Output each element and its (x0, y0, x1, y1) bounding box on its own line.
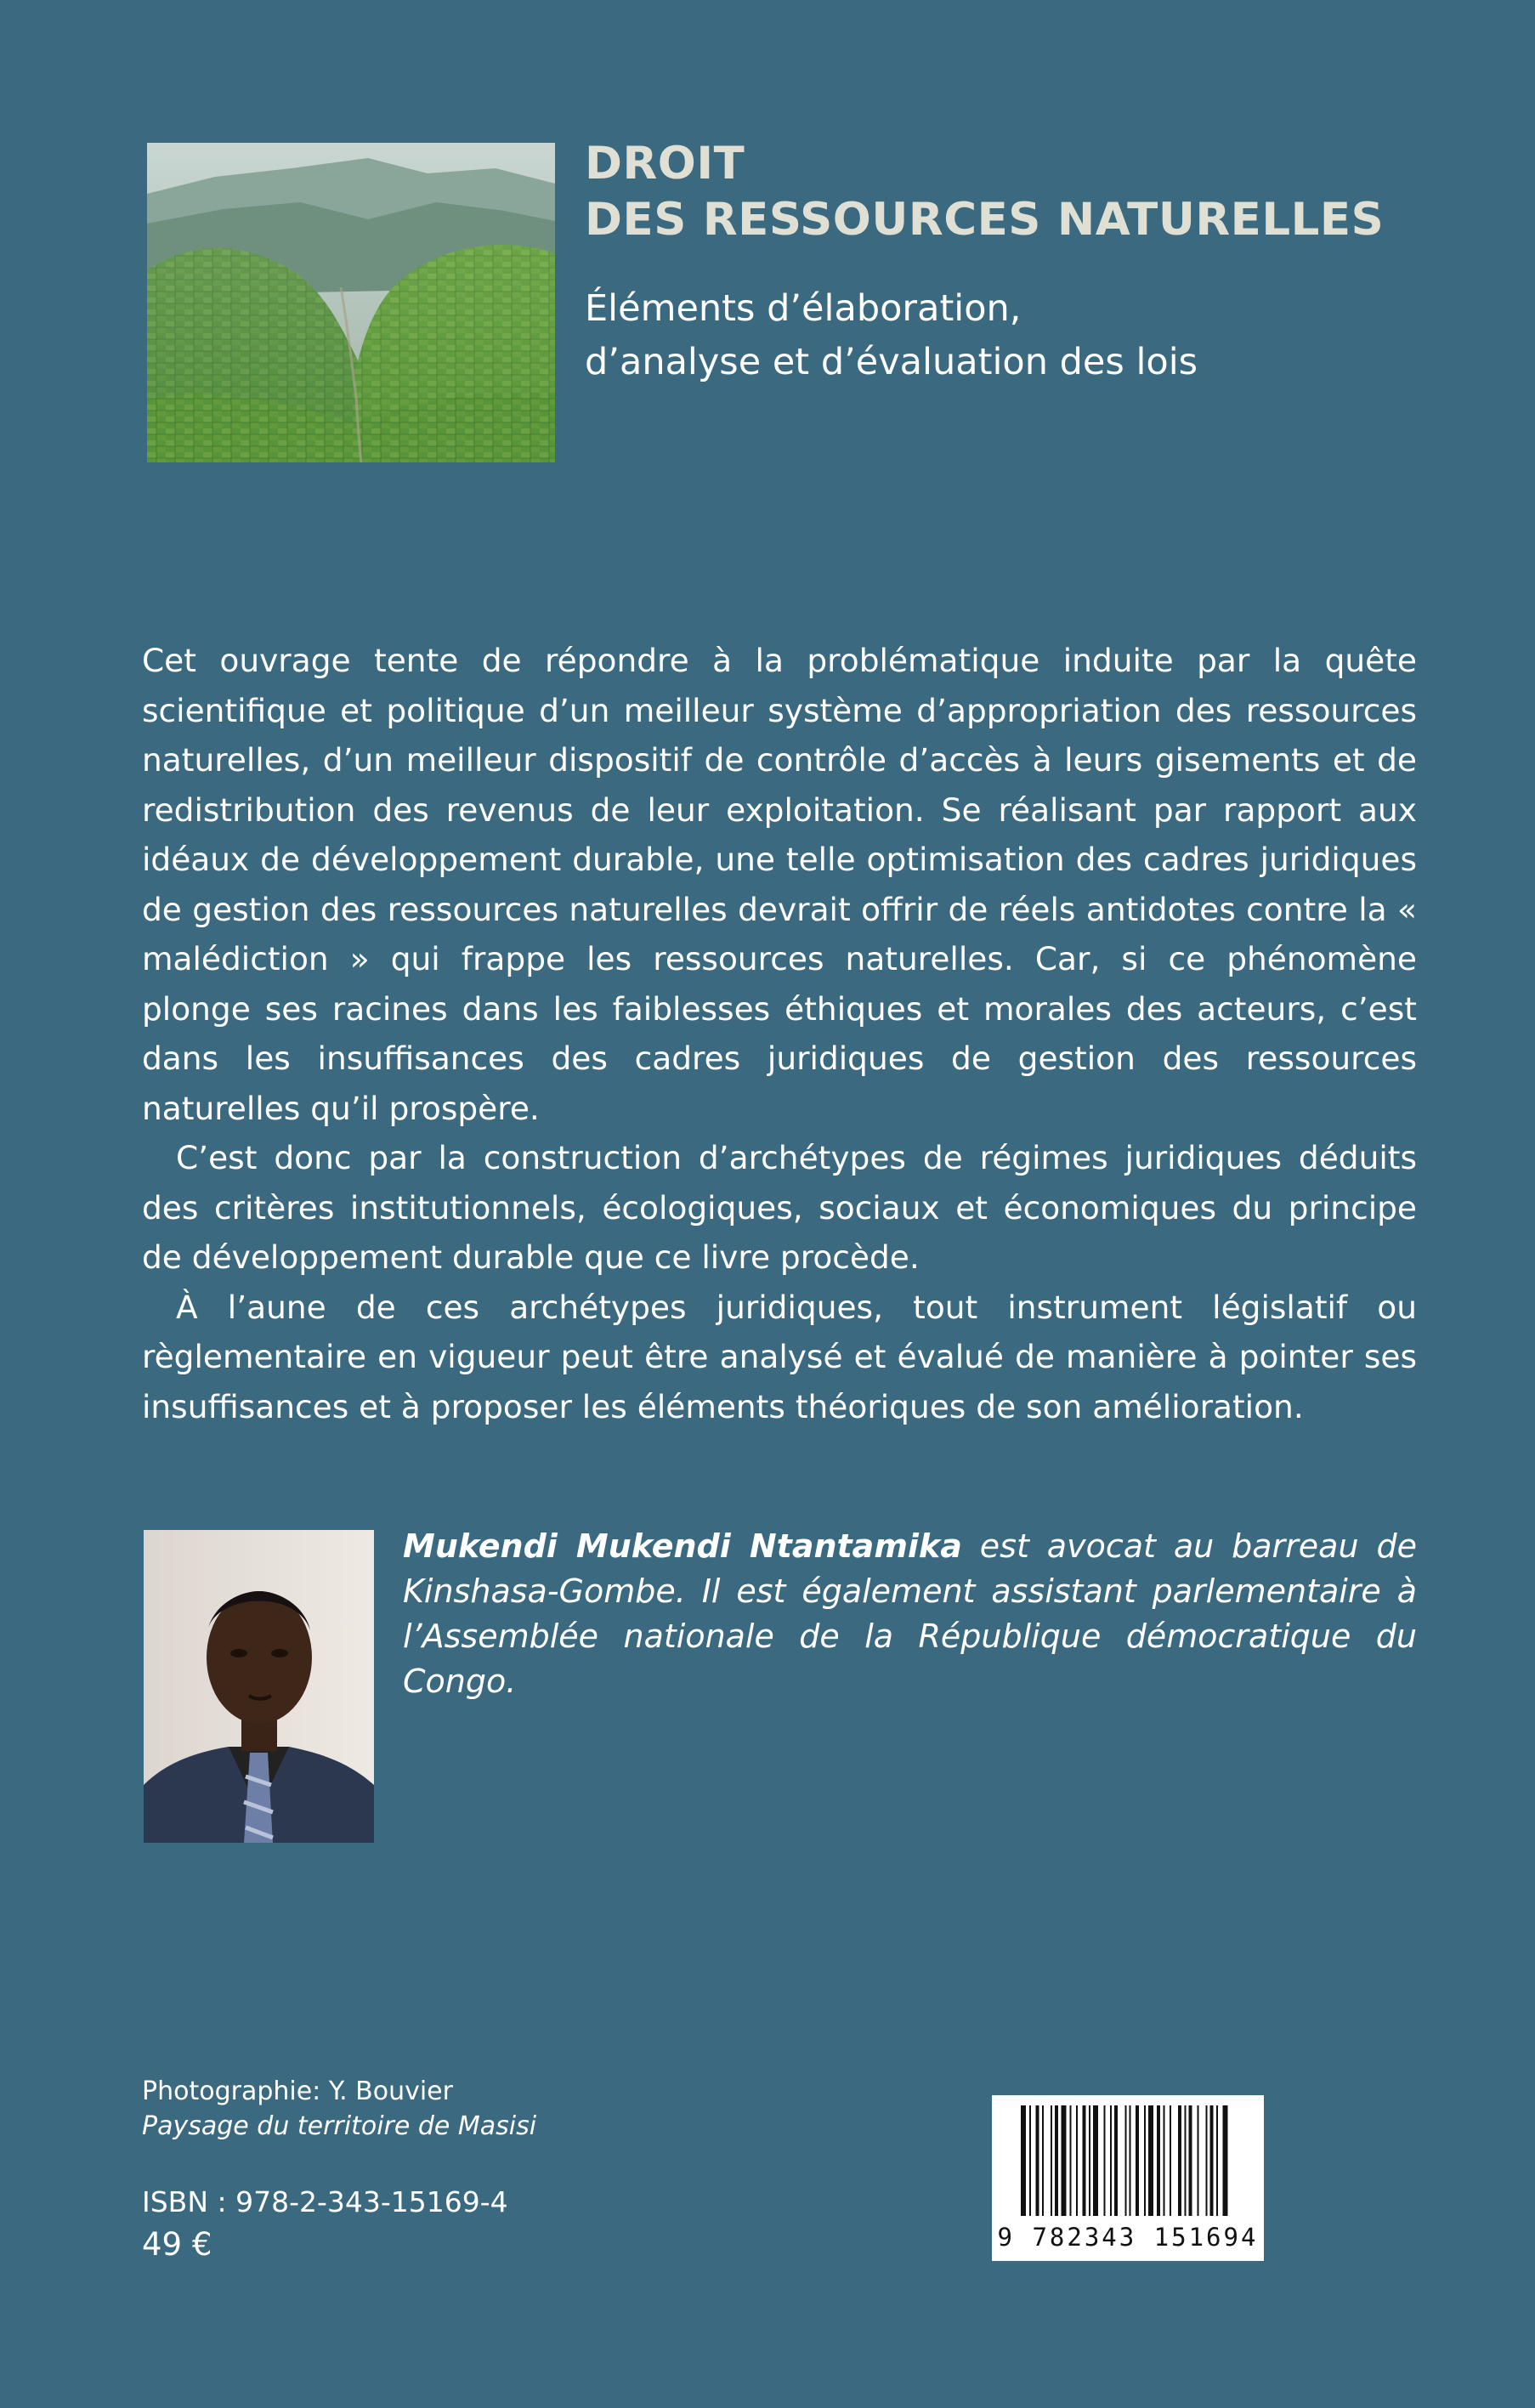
barcode-bar (1189, 2105, 1192, 2216)
barcode-bar (1148, 2105, 1153, 2216)
barcode-bar (1083, 2105, 1086, 2216)
author-portrait (144, 1530, 374, 1843)
barcode-bar (1055, 2105, 1058, 2216)
barcode-bar (1021, 2105, 1026, 2216)
barcode-bar (1125, 2105, 1127, 2216)
barcode-bar (1036, 2105, 1039, 2216)
photo-credit (142, 2074, 822, 2144)
barcode-bar (1076, 2105, 1078, 2216)
photo-credit-line: Photographie: Y. Bouvier (142, 2077, 453, 2106)
barcode (992, 2095, 1264, 2261)
summary-paragraph-3: À l’aune de ces archétypes juridiques, tout instrument législatif ou règlementaire en vigueur peut être analysé et évalué de manière à pointer ses insuffisances et à proposer les éléments théoriques de son amélioration. (142, 1288, 1417, 1425)
price: 49 € (142, 2226, 212, 2263)
barcode-bar (1178, 2105, 1181, 2216)
barcode-bar (1157, 2105, 1160, 2216)
book-subtitle (585, 282, 1452, 389)
barcode-bar (1198, 2105, 1199, 2216)
book-subtitle-line-2: d’analyse et d’évaluation des lois (585, 341, 1198, 383)
author-bio-text: est avocat au barreau de Kinshasa-Gombe. Il est également assistant parlementaire à l’Assemblée nationale de la République démocratique du Congo. (403, 1527, 1417, 1700)
barcode-bars (992, 2095, 1264, 2223)
author-bio (403, 1524, 1417, 1704)
title-block (585, 136, 1452, 389)
barcode-bar (1223, 2105, 1228, 2216)
barcode-bar (1093, 2105, 1098, 2216)
photo-caption: Paysage du territoire de Masisi (142, 2111, 537, 2141)
landscape-illustration (147, 143, 555, 462)
book-title-line-1: DROIT (585, 138, 745, 190)
author-name: Mukendi Mukendi Ntantamika (403, 1527, 962, 1565)
barcode-bar (1070, 2105, 1072, 2216)
barcode-bar (1206, 2105, 1208, 2216)
barcode-bar (1062, 2105, 1067, 2216)
barcode-bar (1114, 2105, 1118, 2216)
author-portrait-illustration (144, 1530, 374, 1843)
barcode-bar (1104, 2105, 1106, 2216)
barcode-bar (1042, 2105, 1044, 2216)
barcode-bar (1136, 2105, 1139, 2216)
barcode-bar (1216, 2105, 1218, 2216)
barcode-bar (1164, 2105, 1165, 2216)
book-subtitle-line-1: Éléments d’élaboration, (585, 287, 1022, 330)
barcode-bar (1110, 2105, 1112, 2216)
barcode-bar (1144, 2105, 1146, 2216)
isbn: ISBN : 978-2-343-15169-4 (142, 2185, 508, 2218)
barcode-bar (1130, 2105, 1131, 2216)
barcode-bar (1170, 2105, 1171, 2216)
barcode-bar (1029, 2105, 1031, 2216)
landscape-photo (147, 143, 555, 462)
book-title-line-2: DES RESSOURCES NATURELLES (585, 194, 1385, 246)
book-summary (142, 636, 1417, 1431)
barcode-bar (1089, 2105, 1090, 2216)
summary-paragraph-2: C’est donc par la construction d’archétypes de régimes juridiques déduits des critères institutionnels, écologiques, sociaux et économiques du principe de développement durable que ce livre procède. (142, 1139, 1417, 1276)
barcode-bar (1185, 2105, 1187, 2216)
barcode-digits: 9 782343 151694 (997, 2223, 1259, 2252)
barcode-bar (1210, 2105, 1214, 2216)
barcode-bar (1051, 2105, 1052, 2216)
summary-paragraph-1: Cet ouvrage tente de répondre à la problématique induite par la quête scientifique et politique d’un meilleur système d’appropriation des ressources naturelles, d’un meilleur dispositif de contrôle d’accès à leurs gisements et de redistribution des revenus de leur exploitation. Se réalisant par rapport aux idéaux de développement durable, une telle optimisation des cadres juridiques de gestion des ressources naturelles devrait offrir de réels antidotes contre la « malédiction » qui frappe les ressources naturelles. Car, si ce phénomène plonge ses racines dans les faiblesses éthiques et morales des acteurs, c’est dans les insuffisances des cadres juridiques de gestion des ressources naturelles qu’il prospère. (142, 642, 1417, 1127)
